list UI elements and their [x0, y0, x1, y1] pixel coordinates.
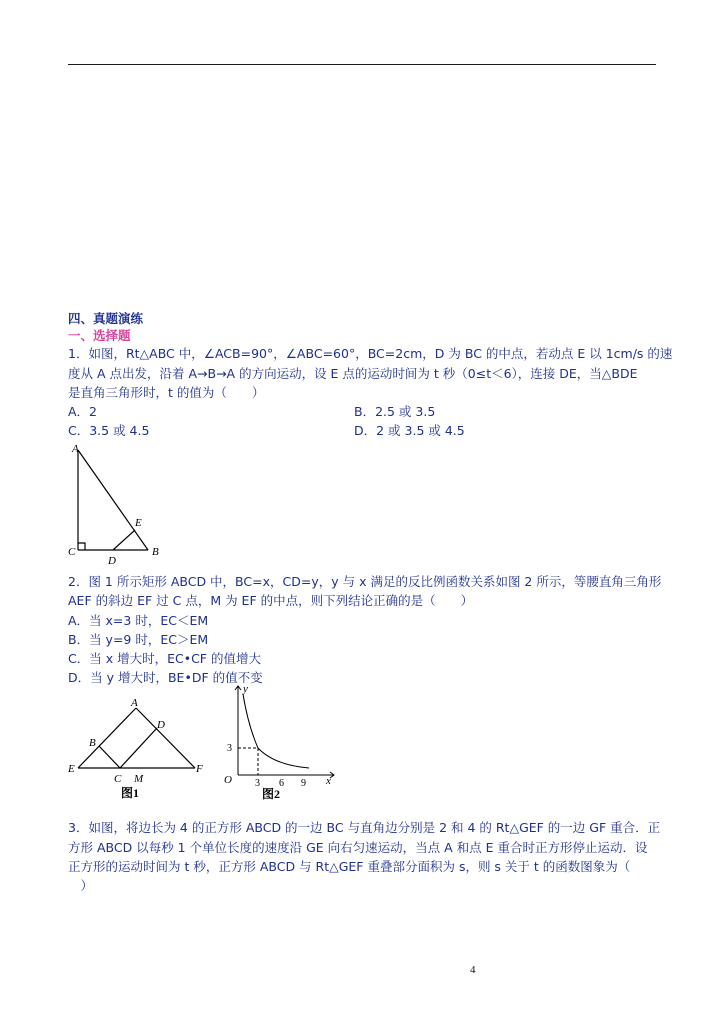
q2-fig1-caption: 图1 — [121, 786, 140, 800]
q1-option-b: B．2.5 或 3.5 — [354, 404, 436, 419]
header-rule — [68, 64, 656, 65]
q1-line-2: 度从 A 点出发，沿着 A→B→A 的方向运动，设 E 点的运动时间为 t 秒（0≤t＜6），连接 DE，当△BDE — [68, 366, 638, 381]
q1-option-a: A．2 — [68, 404, 98, 419]
subsection-title: 一、选择题 — [68, 328, 131, 343]
q2-fig2-caption: 图2 — [262, 787, 281, 801]
q1-label-e: E — [135, 517, 142, 529]
q2-line-1: 2．图 1 所示矩形 ABCD 中，BC=x，CD=y，y 与 x 满足的反比例函数关系如图 2 所示，等腰直角三角形 — [68, 574, 662, 589]
q1-line-3: 是直角三角形时，t 的值为（ ） — [68, 385, 265, 400]
q2-fig2-label-o: O — [224, 774, 232, 786]
q2-fig2-label-y: y — [243, 683, 248, 695]
q2-fig1-label-e: E — [68, 763, 75, 775]
q2-line-2: AEF 的斜边 EF 过 C 点，M 为 EF 的中点，则下列结论正确的是（ ） — [68, 593, 474, 608]
q2-fig2-label-x: x — [326, 775, 331, 787]
q1-label-a: A — [72, 443, 79, 455]
q2-option-b: B．当 y=9 时，EC＞EM — [68, 632, 209, 647]
q1-label-d: D — [108, 555, 116, 567]
q2-fig1-label-a: A — [131, 697, 138, 709]
q2-fig1-label-c: C — [114, 773, 122, 785]
q2-fig2-tick-x9: 9 — [301, 778, 306, 789]
q2-figure-1 — [62, 690, 212, 805]
q2-fig2-tick-y3: 3 — [227, 743, 232, 754]
q2-fig1-label-f: F — [196, 763, 203, 775]
q1-line-1: 1．如图，Rt△ABC 中，∠ACB=90°，∠ABC=60°，BC=2cm，D 为 BC 的中点，若动点 E 以 1cm/s 的速 — [68, 346, 673, 361]
q1-label-b: B — [152, 546, 159, 558]
q2-option-a: A．当 x=3 时，EC＜EM — [68, 613, 209, 628]
q3-line-1: 3．如图，将边长为 4 的正方形 ABCD 的一边 BC 与直角边分别是 2 和 4 的 Rt△GEF 的一边 GF 重合．正 — [68, 820, 661, 835]
q3-line-2: 方形 ABCD 以每秒 1 个单位长度的速度沿 GE 向右匀速运动，当点 A 和点 E 重合时正方形停止运动．设 — [68, 840, 648, 855]
q2-fig2-tick-x3: 3 — [255, 778, 260, 789]
q2-fig1-label-m: M — [134, 773, 144, 785]
q1-option-c: C．3.5 或 4.5 — [68, 423, 150, 438]
q1-label-c: C — [68, 546, 76, 558]
q2-fig1-label-b: B — [89, 737, 96, 749]
q1-triangle-figure — [62, 440, 172, 570]
q2-fig2-tick-x6: 6 — [279, 778, 284, 789]
q2-option-c: C．当 x 增大时，EC•CF 的值增大 — [68, 651, 261, 666]
q3-line-3: 正方形的运动时间为 t 秒，正方形 ABCD 与 Rt△GEF 重叠部分面积为 s，则 s 关于 t 的函数图象为（ — [68, 859, 631, 874]
q3-line-4: ） — [68, 878, 94, 893]
q1-option-d: D．2 或 3.5 或 4.5 — [354, 423, 465, 438]
q2-figure-2 — [212, 680, 342, 805]
q2-fig1-label-d: D — [157, 719, 165, 731]
page-number: 4 — [470, 964, 476, 976]
q2-option-d: D．当 y 增大时，BE•DF 的值不变 — [68, 670, 263, 685]
section-title: 四、真题演练 — [68, 311, 144, 326]
